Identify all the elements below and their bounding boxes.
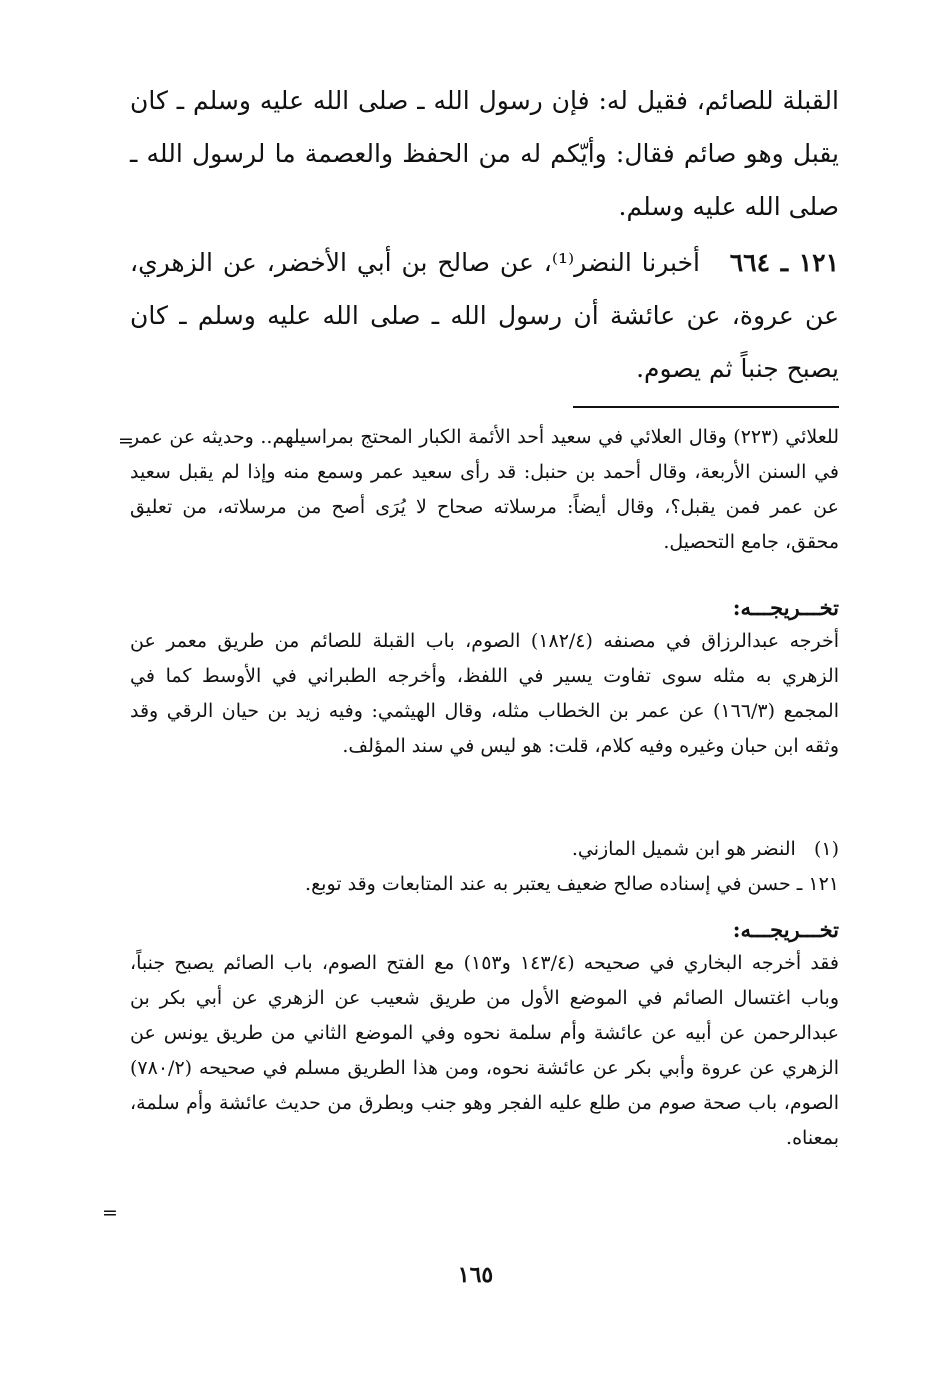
- takhrij-heading-text: تخـــريجـــه:: [732, 917, 839, 942]
- footnote-continuation: [130, 420, 839, 560]
- takhrij-text: فقد أخرجه البخاري في صحيحه (١٤٣/٤ و١٥٣) مع الفتح الصوم، باب الصائم يصبح جنباً، وباب اغتسال الصائم في الموضع الأول من طريق شعيب عن الزهري عن أبي بكر بن عبدالرحمن عن أبيه عن عائشة وأم سلمة نحوه وفي الموضع الثاني من طريق يونس عن الزهري عن عروة وأبي بكر عن عائشة نحوه، ومن هذا الطريق مسلم في صحيحه (٧٨٠/٢) الصوم، باب صحة صوم من طلع عليه الفجر وهو جنب وبطرق من حديث عائشة وأم سلمة، بمعناه.: [130, 952, 839, 1149]
- takhrij-paragraph: [130, 624, 839, 764]
- footnote-1: [130, 832, 839, 867]
- footnote-121: [130, 867, 839, 902]
- main-text-continuation: القبلة للصائم، فقيل له: فإن رسول الله ـ صلى الله عليه وسلم ـ كان يقبل وهو صائم فقال: وأيّكم له من الحفظ والعصمة ما لرسول الله ـ صلى الله عليه وسلم.: [130, 86, 839, 221]
- footnote-1-text: النضر هو ابن شميل المازني.: [571, 838, 796, 860]
- page-number: ١٦٥: [457, 1262, 494, 1288]
- takhrij-heading-text: تخـــريجـــه:: [732, 595, 839, 620]
- hadith-paragraph: [130, 236, 839, 395]
- hadith-body: أخبرنا النضر⁽¹⁾، عن صالح بن أبي الأخضر، عن الزهري، عن عروة، عن عائشة أن رسول الله ـ صلى الله عليه وسلم ـ كان يصبح جنباً ثم يصوم.: [130, 248, 839, 383]
- takhrij-heading: [130, 590, 839, 625]
- footnote-1-marker: (١): [813, 838, 839, 860]
- footnote-divider: [573, 406, 839, 408]
- takhrij-text: أخرجه عبدالرزاق في مصنفه (١٨٢/٤) الصوم، باب القبلة للصائم من طريق معمر عن الزهري به مثله سوى تفاوت يسير في اللفظ، وأخرجه الطبراني في الأوسط كما في المجمع (١٦٦/٣) عن عمر بن الخطاب مثله، وقال الهيثمي: وفيه زيد بن حيان الرقي وقد وثقه ابن حبان وغيره وفيه كلام، قلت: هو ليس في سند المؤلف.: [130, 630, 840, 757]
- hadith-text: [130, 236, 839, 395]
- takhrij-heading: [130, 912, 839, 947]
- footnote-continuation-text: للعلائي (٢٢٣) وقال العلائي في سعيد أحد الأئمة الكبار المحتج بمراسيلهم.. وحديثه عن عمر في السنن الأربعة، وقال أحمد بن حنبل: قد رأى سعيد عمر وسمع منه وإذا لم يقبل سعيد عن عمر فمن يقبل؟، وقال أيضاً: مرسلاته صحاح لا يُرَى أصح من مرسلاته، من تعليق محقق، جامع التحصيل.: [130, 426, 839, 553]
- footnote-1-line: [130, 832, 839, 867]
- main-text-paragraph: [130, 74, 839, 233]
- continuation-mark: =: [118, 430, 134, 452]
- hadith-number: ١٢١ ـ ٦٦٤: [729, 248, 840, 277]
- footnote-121-text: ١٢١ ـ حسن في إسناده صالح ضعيف يعتبر به عند المتابعات وقد توبع.: [305, 873, 839, 895]
- takhrij-paragraph: [130, 946, 839, 1156]
- continuation-mark: =: [102, 1202, 118, 1224]
